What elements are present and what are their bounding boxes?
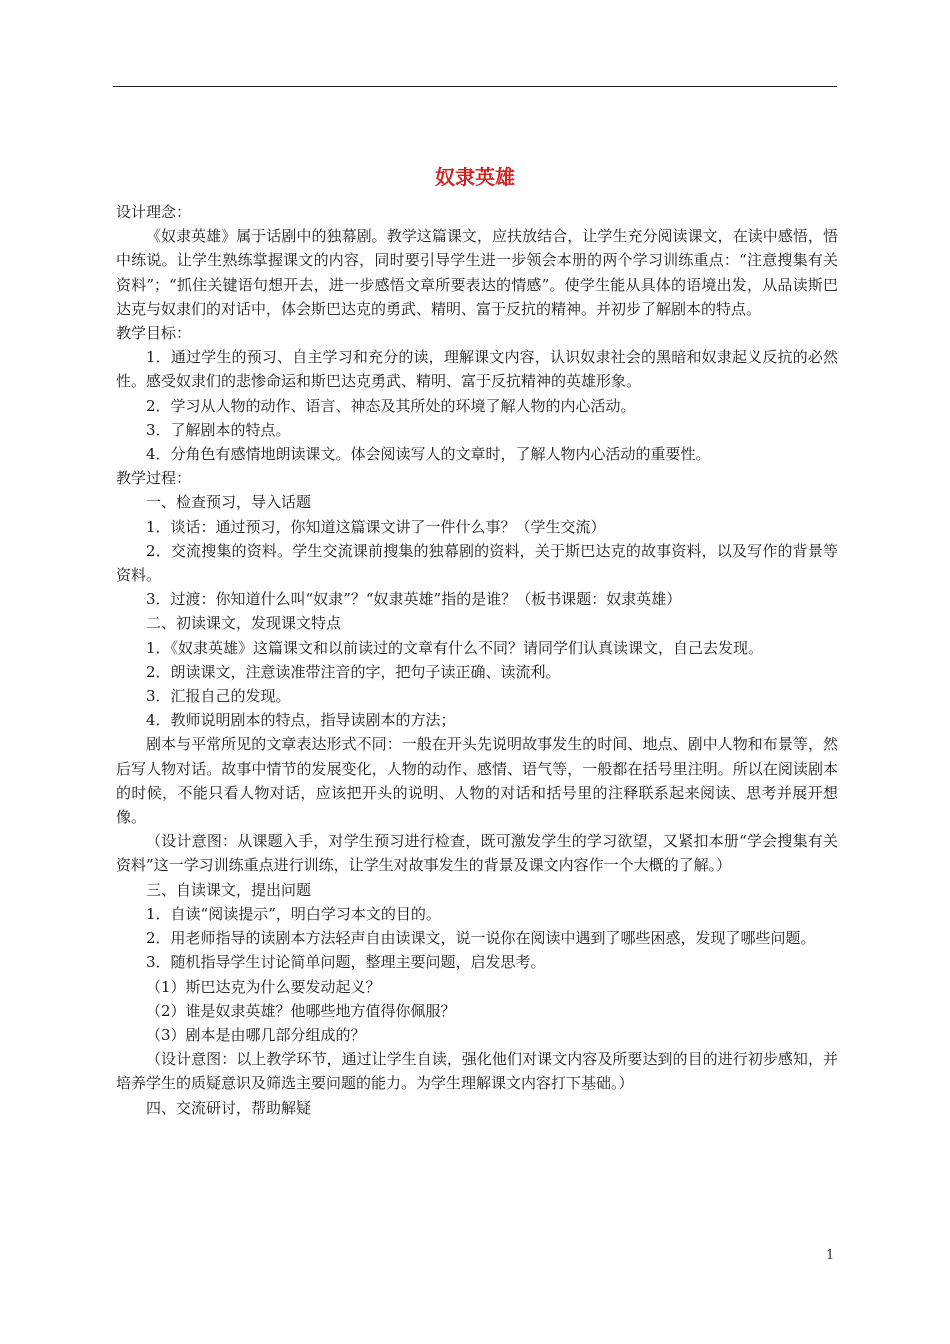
paragraph: 2．学习从人物的动作、语言、神态及其所处的环境了解人物的内心活动。: [146, 396, 636, 415]
paragraph: （1）斯巴达克为什么要发动起义？: [146, 977, 381, 996]
paragraph: 三、自读课文，提出问题: [146, 880, 312, 899]
paragraph: 4．教师说明剧本的特点，指导读剧本的方法；: [146, 711, 456, 730]
paragraph: 1．《奴隶英雄》这篇课文和以前读过的文章有什么不同？请同学们认真读课文，自己去发现。: [146, 638, 764, 657]
header-rule: [113, 86, 837, 87]
paragraph: 2．朗读课文，注意读准带注音的字，把句子读正确、读流利。: [146, 662, 561, 681]
paragraph: 2．交流搜集的资料。学生交流课前搜集的独幕剧的资料，关于斯巴达克的故事资料，以及写作的背景等资料。: [116, 541, 838, 585]
paragraph: 二、初读课文，发现课文特点: [146, 614, 342, 633]
paragraph: 设计理念：: [116, 203, 192, 221]
document-title: 奴隶英雄: [435, 165, 515, 190]
paragraph: 3．过渡：你知道什么叫“奴隶”？“奴隶英雄”指的是谁？（板书课题：奴隶英雄）: [146, 590, 682, 609]
paragraph: 2．用老师指导的读剧本方法轻声自由读课文，说一说你在阅读中遇到了哪些困惑，发现了哪些问题。: [146, 929, 816, 948]
paragraph: 1．谈话：通过预习，你知道这篇课文讲了一件什么事？（学生交流）: [146, 517, 606, 536]
paragraph: 教学过程：: [116, 469, 192, 488]
paragraph: （设计意图：以上教学环节，通过让学生自读，强化他们对课文内容及所要达到的目的进行初步感知，并培养学生的质疑意识及筛选主要问题的能力。为学生理解课文内容打下基础。）: [116, 1050, 838, 1093]
paragraph: 1．通过学生的预习、自主学习和充分的读，理解课文内容，认识奴隶社会的黑暗和奴隶起义反抗的必然性。感受奴隶们的悲惨命运和斯巴达克勇武、精明、富于反抗精神的英雄形象。: [116, 348, 838, 391]
paragraph: 剧本与平常所见的文章表达形式不同：一般在开头先说明故事发生的时间、地点、剧中人物和布景等，然后写人物对话。故事中情节的发展变化，人物的动作、感情、语气等，一般都在括号里注明。所以在阅读剧本的时候，不能只看人物对话，应该把开头的说明、人物的对话和括号里的注释联系起来阅读、思考并展开想像。: [116, 735, 838, 827]
paragraph: 3．汇报自己的发现。: [146, 687, 291, 706]
document-body: [116, 200, 838, 1120]
paragraph: 3．随机指导学生讨论简单问题，整理主要问题，启发思考。: [146, 953, 546, 972]
paragraph: 教学目标：: [116, 324, 192, 343]
paragraph: （设计意图：从课题入手，对学生预习进行检查，既可激发学生的学习欲望，又紧扣本册“学会搜集有关资料”这一学习训练重点进行训练，让学生对故事发生的背景及课文内容作一个大概的了解。）: [116, 832, 838, 875]
paragraph: （3）剧本是由哪几部分组成的？: [146, 1025, 366, 1044]
paragraph: 一、检查预习，导入话题: [146, 493, 312, 512]
paragraph: 1．自读“阅读提示”，明白学习本文的目的。: [146, 904, 441, 923]
paragraph: 4．分角色有感情地朗读课文。体会阅读写人的文章时，了解人物内心活动的重要性。: [146, 445, 711, 464]
paragraph: （2）谁是奴隶英雄？他哪些地方值得你佩服？: [146, 1001, 456, 1020]
paragraph: 四、交流研讨，帮助解疑: [146, 1098, 312, 1117]
paragraph: 《奴隶英雄》属于话剧中的独幕剧。教学这篇课文，应扶放结合，让学生充分阅读课文，在读中感悟，悟中练说。让学生熟练掌握课文的内容，同时要引导学生进一步领会本册的两个学习训练重点：“注意搜集有关资料”；“抓住关键语句想开去，进一步感悟文章所要表达的情感”。使学生能从具体的语境出发，从品读斯巴达克与奴隶们的对话中，体会斯巴达克的勇武、精明、富于反抗的精神。并初步了解剧本的特点。: [116, 227, 838, 318]
page-number: 1: [826, 1248, 835, 1263]
paragraph: 3．了解剧本的特点。: [146, 420, 291, 439]
